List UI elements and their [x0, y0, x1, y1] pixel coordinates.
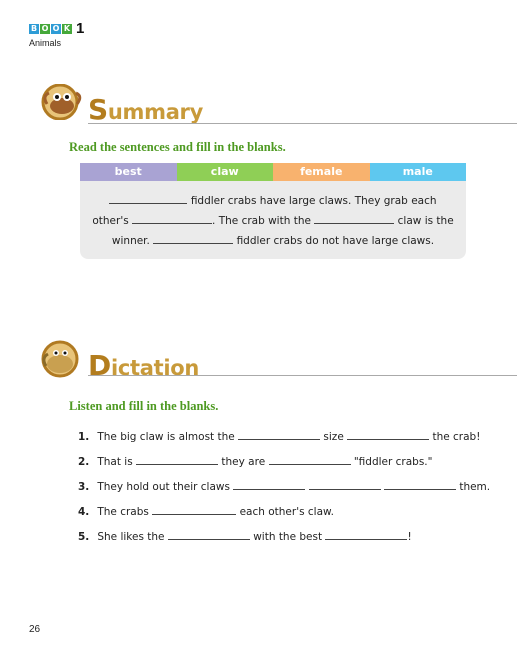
answer-blank[interactable]	[109, 193, 187, 204]
answer-blank[interactable]	[347, 429, 429, 440]
book-badge	[29, 20, 85, 37]
answer-blank[interactable]	[152, 504, 236, 515]
dictation-header	[40, 340, 517, 384]
crab-icon	[40, 84, 86, 120]
dictation-list	[78, 429, 498, 554]
answer-blank[interactable]	[136, 454, 218, 465]
answer-blank[interactable]	[314, 213, 394, 224]
book-letter: O	[52, 24, 60, 33]
answer-blank[interactable]	[269, 454, 351, 465]
passage-line: winner. fiddler crabs do not have large claws.	[111, 235, 435, 247]
word-bank	[80, 163, 466, 181]
word-bank-item: female	[273, 163, 370, 181]
summary-passage	[80, 181, 466, 259]
dictation-item: 2. That is they are "fiddler crabs."	[78, 456, 433, 468]
book-letter: K	[63, 24, 71, 33]
crab-icon	[40, 340, 86, 378]
dictation-title: Dictation	[88, 349, 200, 382]
passage-line: other's . The crab with the claw is the	[92, 215, 454, 227]
page-number: 26	[29, 624, 41, 635]
answer-blank[interactable]	[168, 529, 250, 540]
section-divider	[88, 375, 517, 376]
answer-blank[interactable]	[309, 479, 381, 490]
book-number: 1	[76, 20, 85, 37]
answer-blank[interactable]	[132, 213, 212, 224]
book-letter: O	[41, 24, 49, 33]
answer-blank[interactable]	[233, 479, 305, 490]
section-divider	[88, 123, 517, 124]
book-subject: Animals	[29, 38, 62, 48]
dictation-item: 3. They hold out their claws them.	[78, 481, 491, 493]
dictation-instruction: Listen and fill in the blanks.	[69, 399, 219, 413]
book-letters	[29, 24, 73, 34]
answer-blank[interactable]	[384, 479, 456, 490]
answer-blank[interactable]	[153, 233, 233, 244]
summary-title: Summary	[88, 93, 204, 126]
dictation-item: 4. The crabs each other's claw.	[78, 506, 334, 518]
book-letter: B	[30, 24, 38, 33]
passage-line: fiddler crabs have large claws. They grab each	[80, 193, 466, 207]
word-bank-item: male	[370, 163, 467, 181]
dictation-item: 5. She likes the with the best !	[78, 531, 412, 543]
word-bank-item: claw	[177, 163, 274, 181]
summary-instruction: Read the sentences and fill in the blanks.	[69, 140, 286, 154]
dictation-item: 1. The big claw is almost the size the crab!	[78, 431, 481, 443]
answer-blank[interactable]	[238, 429, 320, 440]
answer-blank[interactable]	[325, 529, 407, 540]
summary-header	[40, 84, 517, 128]
word-bank-item: best	[80, 163, 177, 181]
